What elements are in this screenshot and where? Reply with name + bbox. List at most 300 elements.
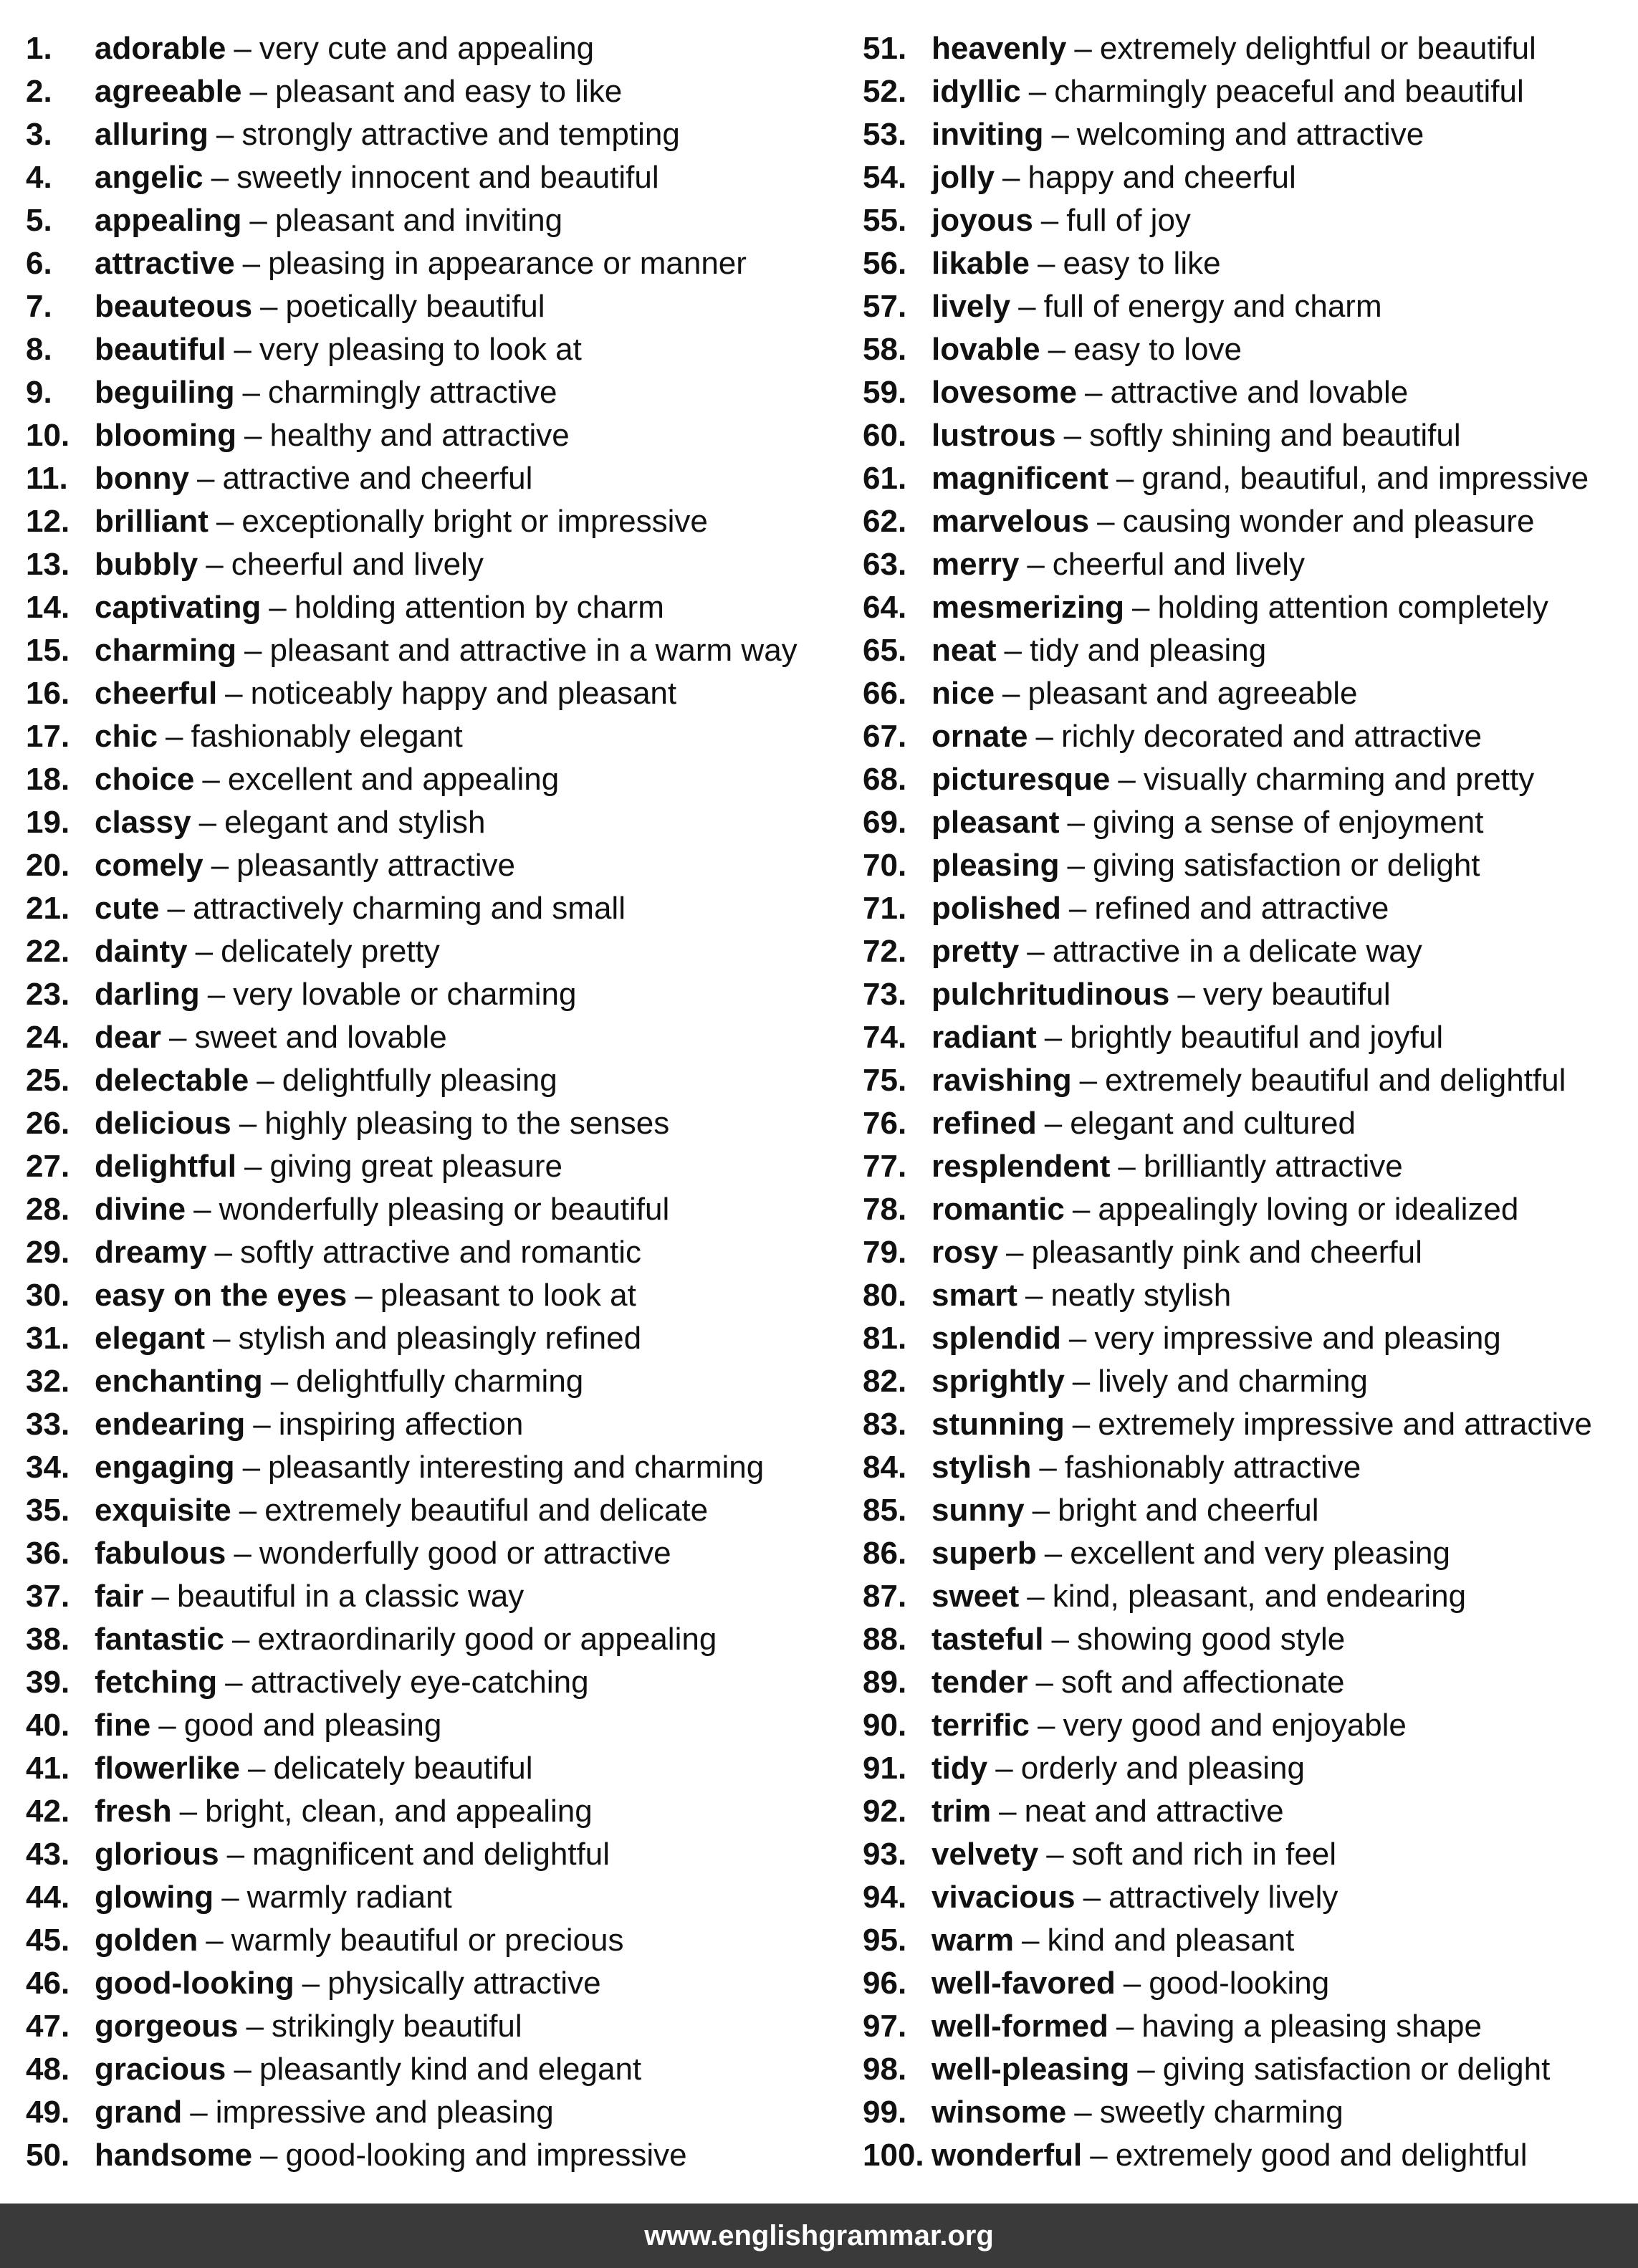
item-definition: holding attention completely (1157, 590, 1548, 625)
item-word: stylish (931, 1450, 1032, 1485)
item-word: rosy (931, 1235, 998, 1270)
item-number: 53. (863, 117, 907, 152)
item-separator: – (193, 1192, 211, 1227)
item-definition: pleasantly attractive (236, 848, 515, 883)
list-item (863, 543, 1629, 586)
item-number: 23. (26, 977, 70, 1012)
item-number: 95. (863, 1923, 907, 1958)
item-separator: – (249, 203, 267, 238)
item-word: delicious (95, 1106, 231, 1141)
list-item (26, 2091, 835, 2134)
item-number: 27. (26, 1149, 70, 1184)
item-number: 17. (26, 719, 70, 754)
list-item (863, 973, 1629, 1016)
list-item (863, 371, 1629, 414)
item-word: delectable (95, 1063, 249, 1098)
item-word: captivating (95, 590, 262, 625)
item-word: lovesome (931, 375, 1077, 410)
item-separator: – (1177, 977, 1195, 1012)
item-definition: very good and enjoyable (1063, 1708, 1407, 1743)
item-separator: – (247, 1751, 266, 1786)
item-number: 94. (863, 1880, 907, 1915)
item-word: tasteful (931, 1622, 1044, 1657)
list-item (863, 1919, 1629, 1962)
item-word: tidy (931, 1751, 988, 1786)
list-item (26, 500, 835, 543)
item-separator: – (216, 117, 234, 152)
item-definition: pleasant and agreeable (1028, 676, 1358, 711)
item-definition: lively and charming (1098, 1364, 1368, 1399)
item-number: 73. (863, 977, 907, 1012)
item-separator: – (213, 1321, 231, 1356)
item-separator: – (1051, 117, 1069, 152)
item-separator: – (1072, 1192, 1091, 1227)
list-item (26, 1403, 835, 1446)
item-number: 79. (863, 1235, 907, 1270)
item-definition: delightfully charming (296, 1364, 584, 1399)
item-definition: warmly radiant (246, 1880, 452, 1915)
item-word: romantic (931, 1192, 1065, 1227)
footer-url: www.englishgrammar.org (644, 2219, 994, 2252)
item-number: 61. (863, 461, 907, 496)
list-item (26, 27, 835, 70)
list-item (26, 1962, 835, 2005)
item-number: 12. (26, 504, 70, 539)
item-separator: – (1137, 2052, 1155, 2087)
list-item (26, 1833, 835, 1876)
list-item (863, 156, 1629, 199)
item-separator: – (158, 1708, 176, 1743)
item-number: 82. (863, 1364, 907, 1399)
list-item (26, 1231, 835, 1274)
item-separator: – (246, 2009, 264, 2044)
item-word: glowing (95, 1880, 214, 1915)
item-definition: neatly stylish (1050, 1278, 1232, 1313)
list-item (26, 1059, 835, 1102)
item-separator: – (1027, 934, 1045, 969)
item-word: chic (95, 719, 158, 754)
item-separator: – (1048, 332, 1066, 367)
item-number: 7. (26, 289, 52, 324)
item-word: fair (95, 1579, 144, 1614)
list-item (863, 457, 1629, 500)
item-separator: – (166, 719, 183, 754)
list-item (863, 1532, 1629, 1575)
list-item (863, 199, 1629, 242)
item-separator: – (244, 633, 262, 668)
item-definition: exceptionally bright or impressive (241, 504, 708, 539)
item-definition: orderly and pleasing (1020, 1751, 1305, 1786)
item-word: gracious (95, 2052, 226, 2087)
item-number: 15. (26, 633, 70, 668)
item-separator: – (1051, 1622, 1069, 1657)
item-word: merry (931, 547, 1020, 582)
list-item (863, 1059, 1629, 1102)
item-definition: very cute and appealing (259, 31, 595, 66)
item-number: 91. (863, 1751, 907, 1786)
item-number: 100. (863, 2138, 924, 2173)
item-separator: – (1072, 1364, 1091, 1399)
item-separator: – (1044, 1536, 1063, 1571)
item-separator: – (1131, 590, 1150, 625)
item-definition: attractively charming and small (192, 891, 626, 926)
item-word: resplendent (931, 1149, 1111, 1184)
list-item (863, 2005, 1629, 2048)
item-definition: highly pleasing to the senses (264, 1106, 670, 1141)
item-word: beautiful (95, 332, 226, 367)
item-word: darling (95, 977, 200, 1012)
item-word: grand (95, 2095, 183, 2130)
list-item (26, 156, 835, 199)
item-number: 8. (26, 332, 52, 367)
item-separator: – (1116, 2009, 1134, 2044)
item-definition: very pleasing to look at (259, 332, 582, 367)
item-separator: – (244, 1149, 262, 1184)
list-item (26, 930, 835, 973)
item-definition: full of joy (1066, 203, 1191, 238)
item-word: enchanting (95, 1364, 263, 1399)
item-separator: – (239, 1493, 257, 1528)
item-separator: – (249, 74, 267, 109)
item-separator: – (1074, 31, 1092, 66)
item-definition: giving satisfaction or delight (1092, 848, 1480, 883)
list-item (863, 1661, 1629, 1704)
item-number: 16. (26, 676, 70, 711)
list-item (863, 1489, 1629, 1532)
item-separator: – (1044, 1020, 1063, 1055)
list-item (863, 1876, 1629, 1919)
item-word: pleasing (931, 848, 1060, 883)
item-word: attractive (95, 246, 235, 281)
item-separator: – (1084, 375, 1103, 410)
item-definition: full of energy and charm (1043, 289, 1382, 324)
item-separator: – (242, 375, 261, 410)
item-separator: – (234, 31, 252, 66)
item-separator: – (1123, 1966, 1141, 2001)
item-definition: warmly beautiful or precious (231, 1923, 624, 1958)
item-number: 69. (863, 805, 907, 840)
item-word: ornate (931, 719, 1028, 754)
item-word: pleasant (931, 805, 1060, 840)
list-item (26, 1102, 835, 1145)
item-definition: wonderfully good or attractive (259, 1536, 671, 1571)
list-item (863, 1102, 1629, 1145)
item-definition: beautiful in a classic way (176, 1579, 525, 1614)
item-definition: holding attention by charm (294, 590, 664, 625)
item-definition: brilliantly attractive (1143, 1149, 1403, 1184)
item-definition: cheerful and lively (1052, 547, 1305, 582)
item-definition: pleasantly interesting and charming (268, 1450, 765, 1485)
item-word: trim (931, 1794, 992, 1829)
list-item (863, 1790, 1629, 1833)
item-separator: – (1027, 547, 1045, 582)
item-definition: pleasant and easy to like (274, 74, 623, 109)
item-number: 39. (26, 1665, 70, 1700)
list-item (26, 285, 835, 328)
list-item (26, 1188, 835, 1231)
list-item (26, 1016, 835, 1059)
item-separator: – (206, 1923, 224, 1958)
item-separator: – (244, 418, 262, 453)
list-item (863, 1747, 1629, 1790)
item-word: joyous (931, 203, 1033, 238)
item-number: 50. (26, 2138, 70, 2173)
list-item (26, 543, 835, 586)
item-separator: – (234, 2052, 252, 2087)
item-number: 64. (863, 590, 907, 625)
item-separator: – (151, 1579, 169, 1614)
item-separator: – (190, 2095, 208, 2130)
list-item (26, 973, 835, 1016)
item-separator: – (1072, 1407, 1091, 1442)
item-word: exquisite (95, 1493, 231, 1528)
list-item (26, 70, 835, 113)
item-number: 6. (26, 246, 52, 281)
list-item (863, 113, 1629, 156)
item-definition: strikingly beautiful (271, 2009, 522, 2044)
item-separator: – (995, 1751, 1013, 1786)
item-word: terrific (931, 1708, 1030, 1743)
list-item (26, 2134, 835, 2177)
item-number: 29. (26, 1235, 70, 1270)
item-word: delightful (95, 1149, 236, 1184)
item-separator: – (1044, 1106, 1063, 1141)
item-definition: bright, clean, and appealing (205, 1794, 593, 1829)
item-number: 9. (26, 375, 52, 410)
item-number: 34. (26, 1450, 70, 1485)
item-definition: noticeably happy and pleasant (250, 676, 677, 711)
item-word: blooming (95, 418, 236, 453)
item-definition: attractive and lovable (1110, 375, 1409, 410)
item-definition: brightly beautiful and joyful (1070, 1020, 1444, 1055)
item-number: 48. (26, 2052, 70, 2087)
item-definition: elegant and stylish (224, 805, 486, 840)
item-number: 99. (863, 2095, 907, 2130)
item-number: 68. (863, 762, 907, 797)
item-definition: giving a sense of enjoyment (1093, 805, 1484, 840)
item-separator: – (214, 1235, 233, 1270)
item-number: 77. (863, 1149, 907, 1184)
item-word: nice (931, 676, 995, 711)
item-definition: stylish and pleasingly refined (238, 1321, 642, 1356)
item-definition: neat and attractive (1024, 1794, 1284, 1829)
item-word: marvelous (931, 504, 1090, 539)
item-word: bubbly (95, 547, 198, 582)
item-definition: extremely beautiful and delightful (1105, 1063, 1566, 1098)
item-word: fine (95, 1708, 151, 1743)
item-separator: – (1002, 160, 1020, 195)
item-definition: happy and cheerful (1028, 160, 1296, 195)
item-separator: – (225, 1665, 243, 1700)
item-definition: attractively eye-catching (250, 1665, 589, 1700)
list-item (863, 1575, 1629, 1618)
item-definition: kind, pleasant, and endearing (1052, 1579, 1467, 1614)
item-number: 5. (26, 203, 52, 238)
item-definition: softly shining and beautiful (1089, 418, 1461, 453)
item-word: superb (931, 1536, 1037, 1571)
item-number: 14. (26, 590, 70, 625)
list-item (863, 715, 1629, 758)
item-number: 3. (26, 117, 52, 152)
item-separator: – (1074, 2095, 1092, 2130)
item-number: 97. (863, 2009, 907, 2044)
item-separator: – (1068, 891, 1087, 926)
item-separator: – (231, 1622, 250, 1657)
item-definition: extraordinarily good or appealing (257, 1622, 717, 1657)
item-number: 58. (863, 332, 907, 367)
item-number: 74. (863, 1020, 907, 1055)
list-item (26, 1489, 835, 1532)
list-item (863, 242, 1629, 285)
item-number: 18. (26, 762, 70, 797)
item-definition: excellent and appealing (227, 762, 560, 797)
item-word: dreamy (95, 1235, 207, 1270)
item-word: adorable (95, 31, 226, 66)
item-definition: grand, beautiful, and impressive (1141, 461, 1589, 496)
item-definition: pleasant and inviting (274, 203, 563, 238)
list-item (26, 1360, 835, 1403)
list-item (26, 801, 835, 844)
item-word: mesmerizing (931, 590, 1124, 625)
item-word: idyllic (931, 74, 1021, 109)
list-item (26, 1575, 835, 1618)
item-word: beguiling (95, 375, 235, 410)
item-separator: – (198, 805, 217, 840)
item-number: 47. (26, 2009, 70, 2044)
item-word: stunning (931, 1407, 1065, 1442)
item-definition: impressive and pleasing (215, 2095, 554, 2130)
item-number: 84. (863, 1450, 907, 1485)
item-definition: good-looking (1149, 1966, 1330, 2001)
item-definition: pleasing in appearance or manner (268, 246, 747, 281)
item-number: 45. (26, 1923, 70, 1958)
item-separator: – (302, 1966, 320, 2001)
list-item (863, 672, 1629, 715)
item-separator: – (270, 1364, 289, 1399)
item-separator: – (242, 1450, 261, 1485)
item-word: elegant (95, 1321, 206, 1356)
item-separator: – (211, 160, 229, 195)
item-word: dear (95, 1020, 161, 1055)
item-word: agreeable (95, 74, 242, 109)
item-word: glorious (95, 1837, 219, 1872)
item-number: 4. (26, 160, 52, 195)
item-number: 10. (26, 418, 70, 453)
list-item (863, 1188, 1629, 1231)
item-definition: giving satisfaction or delight (1162, 2052, 1551, 2087)
item-number: 25. (26, 1063, 70, 1098)
item-definition: physically attractive (327, 1966, 601, 2001)
item-separator: – (1067, 848, 1085, 883)
item-word: sweet (931, 1579, 1020, 1614)
item-definition: easy to love (1073, 332, 1242, 367)
item-definition: excellent and very pleasing (1070, 1536, 1450, 1571)
list-item (863, 1403, 1629, 1446)
item-word: polished (931, 891, 1061, 926)
item-word: vivacious (931, 1880, 1076, 1915)
item-definition: appealingly loving or idealized (1098, 1192, 1519, 1227)
list-item (26, 2048, 835, 2091)
list-item (863, 801, 1629, 844)
item-number: 65. (863, 633, 907, 668)
item-number: 90. (863, 1708, 907, 1743)
item-word: magnificent (931, 461, 1108, 496)
item-definition: extremely beautiful and delicate (264, 1493, 709, 1528)
item-separator: – (168, 1020, 187, 1055)
list-item (863, 1360, 1629, 1403)
item-definition: welcoming and attractive (1076, 117, 1424, 152)
item-separator: – (1037, 246, 1055, 281)
item-separator: – (239, 1106, 257, 1141)
item-number: 66. (863, 676, 907, 711)
item-number: 36. (26, 1536, 70, 1571)
item-word: choice (95, 762, 195, 797)
list-item (26, 1317, 835, 1360)
list-item (26, 1704, 835, 1747)
item-number: 60. (863, 418, 907, 453)
item-number: 70. (863, 848, 907, 883)
item-word: flowerlike (95, 1751, 240, 1786)
item-definition: soft and affectionate (1060, 1665, 1345, 1700)
item-separator: – (167, 891, 185, 926)
item-word: classy (95, 805, 191, 840)
item-word: cute (95, 891, 160, 926)
item-word: good-looking (95, 1966, 294, 2001)
list-item (863, 500, 1629, 543)
list-item (26, 1919, 835, 1962)
item-number: 63. (863, 547, 907, 582)
item-word: angelic (95, 160, 203, 195)
item-number: 54. (863, 160, 907, 195)
item-separator: – (1035, 1665, 1053, 1700)
item-separator: – (1035, 719, 1053, 754)
list-item (863, 2134, 1629, 2177)
item-definition: pleasant and attractive in a warm way (269, 633, 798, 668)
item-separator: – (1097, 504, 1115, 539)
list-item (26, 328, 835, 371)
item-definition: poetically beautiful (285, 289, 545, 324)
item-number: 2. (26, 74, 52, 109)
item-word: pretty (931, 934, 1020, 969)
item-word: wonderful (931, 2138, 1083, 2173)
list-item (26, 1274, 835, 1317)
item-separator: – (242, 246, 261, 281)
list-item (863, 1833, 1629, 1876)
item-separator: – (179, 1794, 198, 1829)
item-number: 24. (26, 1020, 70, 1055)
item-definition: elegant and cultured (1070, 1106, 1356, 1141)
item-number: 1. (26, 31, 52, 66)
item-definition: kind and pleasant (1047, 1923, 1295, 1958)
item-word: well-formed (931, 2009, 1108, 2044)
list-item (26, 457, 835, 500)
item-definition: cheerful and lively (231, 547, 484, 582)
item-separator: – (269, 590, 287, 625)
item-separator: – (216, 504, 234, 539)
word-list-left-column (26, 27, 835, 2177)
item-number: 87. (863, 1579, 907, 1614)
list-item (863, 1016, 1629, 1059)
item-number: 62. (863, 504, 907, 539)
item-definition: fashionably elegant (191, 719, 463, 754)
item-number: 67. (863, 719, 907, 754)
item-number: 11. (26, 461, 68, 496)
list-item (863, 844, 1629, 887)
item-separator: – (257, 1063, 274, 1098)
item-number: 96. (863, 1966, 907, 2001)
item-definition: charmingly peaceful and beautiful (1054, 74, 1524, 109)
item-definition: pleasant to look at (380, 1278, 636, 1313)
